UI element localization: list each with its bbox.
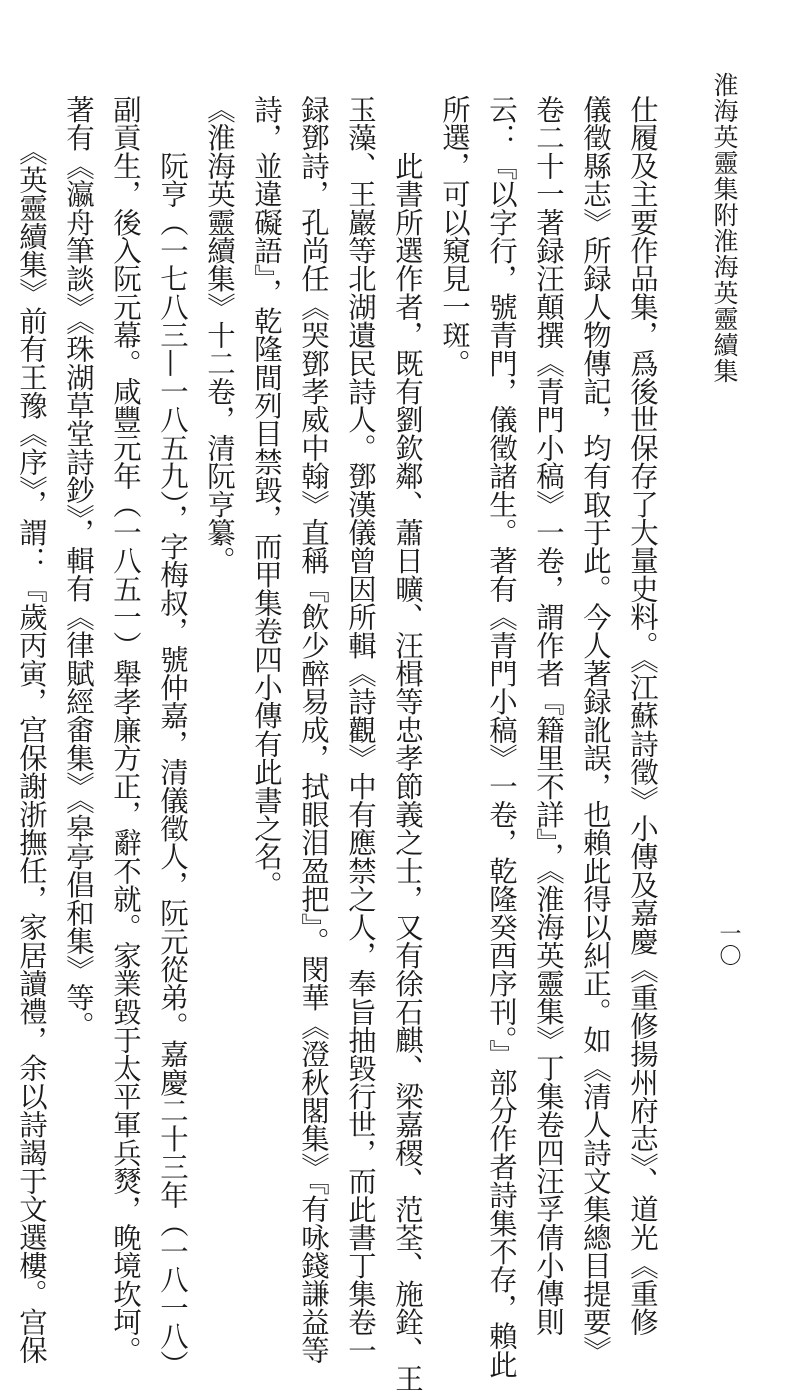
text-line: 《英靈續集》前有王豫《序》，謂：『歲丙寅，宫保謝浙撫任，家居讀禮，余以詩謁于文選樓。宫保: [15, 95, 48, 1364]
text-line: 玉藻、王巖等北湖遺民詩人。鄧漢儀曾因所輯《詩觀》中有應禁之人，奉旨抽毀行世，而此書丁集卷一: [344, 95, 377, 1364]
text-line: 著有《瀛舟筆談》《珠湖草堂詩鈔》，輯有《律賦經畬集》《皋亭倡和集》等。: [62, 95, 95, 1040]
text-line: 云：『以字行，號青門，儀徵諸生。著有《青門小稿》一卷，乾隆癸酉序刊。』部分作者詩集不存，賴此: [485, 95, 518, 1378]
text-line: 仕履及主要作品集，爲後世保存了大量史料。《江蘇詩徵》小傳及嘉慶《重修揚州府志》、道光《重修: [626, 95, 659, 1336]
text-line: 阮亨（一七八三—一八五九），字梅叔，號仲嘉，清儀徵人，阮元從弟。嘉慶二十三年（一八一八）: [156, 95, 189, 1378]
body-text: [15, 95, 666, 1392]
text-line: 卷二十一著録汪顛撰《青門小稿》一卷，謂作者『籍里不詳』，《淮海英靈集》丁集卷四汪孚倩小傳則: [532, 95, 565, 1336]
text-line: 所選，可以窺見一斑。: [438, 95, 471, 377]
section-heading: 《淮海英靈續集》十二卷，清阮亨纂。: [203, 95, 236, 575]
running-head: 淮海英靈集附淮海英靈續集: [710, 72, 739, 384]
page-number: 一〇: [716, 922, 741, 966]
text-line: 録鄧詩，孔尚任《哭鄧孝威中翰》直稱『飲少醉易成，拭眼泪盈把』。閔華《澄秋閣集》『有咏錢謙益等: [297, 95, 330, 1364]
text-line: 儀徵縣志》所録人物傳記，均有取于此。今人著録訛誤，也賴此得以糾正。如《清人詩文集總目提要》: [579, 95, 612, 1364]
text-line: 此書所選作者，既有劉欽鄰、蕭日曠、汪楫等忠孝節義之士，又有徐石麒、梁嘉稷、范荃、施銓、王: [391, 95, 424, 1392]
text-line: 詩，並違礙語』，乾隆間列目禁毀，而甲集卷四小傳有此書之名。: [250, 95, 283, 899]
text-line: 副貢生，後入阮元幕。咸豐元年（一八五一）舉孝廉方正，辭不就。家業毀于太平軍兵燹，晚境坎坷。: [109, 95, 142, 1364]
text-line: [0, 95, 8, 1095]
